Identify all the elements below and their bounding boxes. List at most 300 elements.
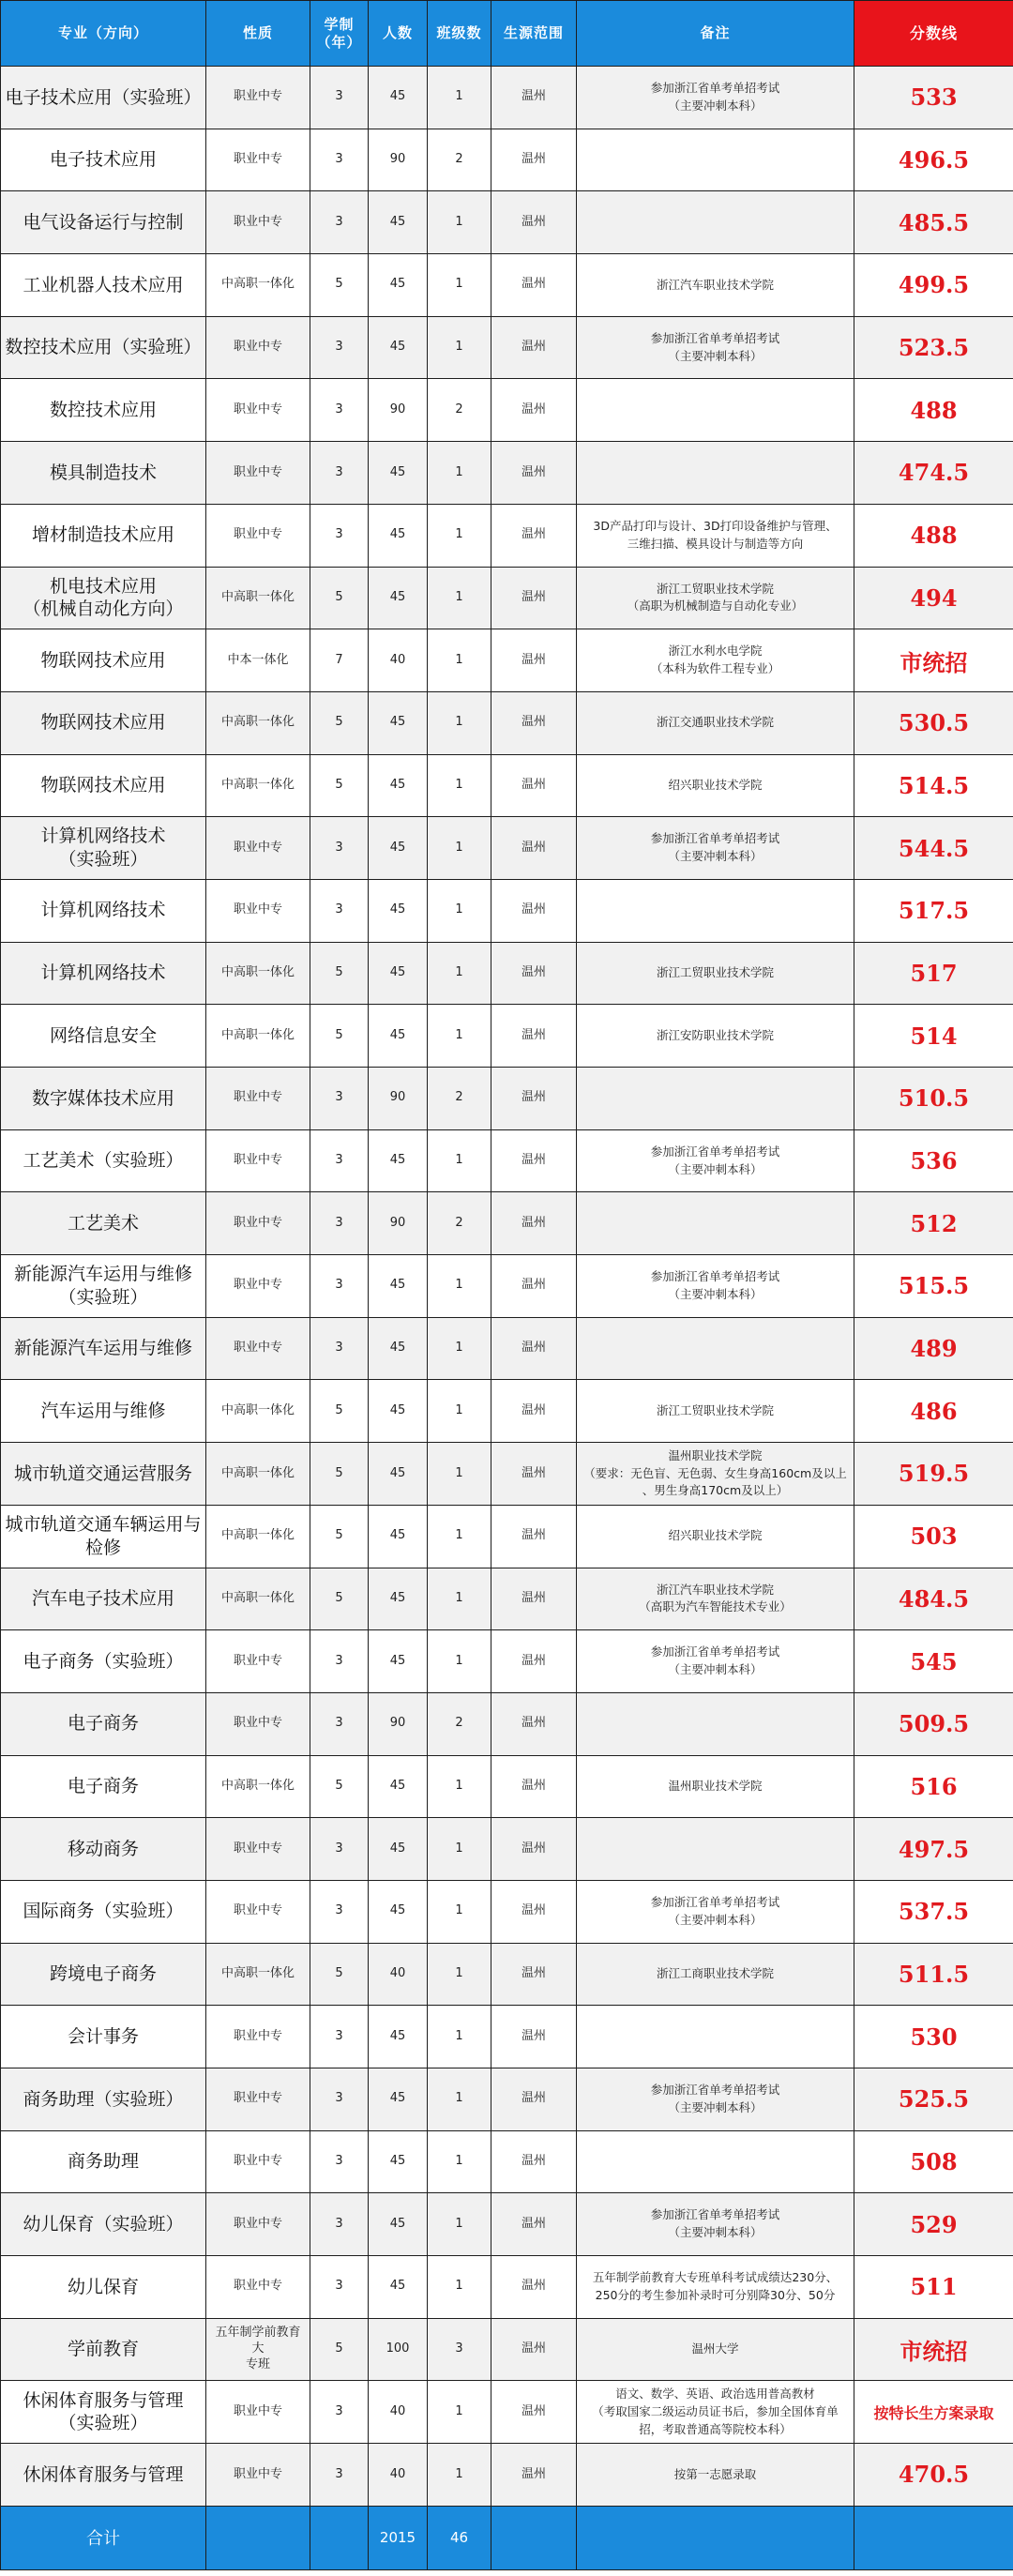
score-cell: 488 xyxy=(854,504,1013,567)
score-cell: 486 xyxy=(854,1380,1013,1443)
count-cell: 45 xyxy=(369,691,428,754)
nature-cell: 职业中专 xyxy=(206,442,310,505)
major-cell: 物联网技术应用 xyxy=(1,691,206,754)
classes-cell: 1 xyxy=(428,1943,491,2006)
years-cell: 3 xyxy=(310,2256,369,2319)
count-cell: 45 xyxy=(369,442,428,505)
years-cell: 3 xyxy=(310,1317,369,1380)
note-cell xyxy=(577,1818,854,1881)
nature-cell: 职业中专 xyxy=(206,191,310,254)
classes-cell: 1 xyxy=(428,567,491,629)
classes-cell: 2 xyxy=(428,1068,491,1130)
header-years: 学制（年） xyxy=(310,1,369,67)
area-cell: 温州 xyxy=(491,1068,577,1130)
note-cell: 参加浙江省单考单招考试 （主要冲刺本科） xyxy=(577,1255,854,1318)
note-cell: 参加浙江省单考单招考试 （主要冲刺本科） xyxy=(577,67,854,129)
classes-cell: 1 xyxy=(428,1255,491,1318)
table-row xyxy=(1,1505,1013,1568)
nature-cell: 中高职一体化 xyxy=(206,254,310,317)
major-cell: 移动商务 xyxy=(1,1818,206,1881)
total-area xyxy=(491,2506,577,2569)
nature-cell: 中高职一体化 xyxy=(206,1943,310,2006)
table-row xyxy=(1,1943,1013,2006)
years-cell: 3 xyxy=(310,2130,369,2193)
table-row xyxy=(1,129,1013,191)
area-cell: 温州 xyxy=(491,1255,577,1318)
years-cell: 5 xyxy=(310,1505,369,1568)
major-cell: 幼儿保育 xyxy=(1,2256,206,2319)
score-cell: 按特长生方案录取 xyxy=(854,2381,1013,2444)
table-row xyxy=(1,2256,1013,2319)
area-cell: 温州 xyxy=(491,1317,577,1380)
note-cell: 绍兴职业技术学院 xyxy=(577,754,854,817)
nature-cell: 职业中专 xyxy=(206,2444,310,2507)
count-cell: 90 xyxy=(369,379,428,442)
area-cell: 温州 xyxy=(491,379,577,442)
classes-cell: 1 xyxy=(428,629,491,692)
count-cell: 45 xyxy=(369,67,428,129)
major-cell: 新能源汽车运用与维修 （实验班） xyxy=(1,1255,206,1318)
classes-cell: 1 xyxy=(428,2068,491,2131)
note-cell: 浙江交通职业技术学院 xyxy=(577,691,854,754)
nature-cell: 职业中专 xyxy=(206,316,310,379)
table-row xyxy=(1,1255,1013,1318)
nature-cell: 职业中专 xyxy=(206,1192,310,1255)
years-cell: 5 xyxy=(310,942,369,1005)
major-cell: 学前教育 xyxy=(1,2318,206,2381)
header-area: 生源范围 xyxy=(491,1,577,67)
nature-cell: 中高职一体化 xyxy=(206,1755,310,1818)
nature-cell: 职业中专 xyxy=(206,1630,310,1693)
area-cell: 温州 xyxy=(491,316,577,379)
table-row xyxy=(1,442,1013,505)
score-cell: 536 xyxy=(854,1129,1013,1192)
score-cell: 496.5 xyxy=(854,129,1013,191)
classes-cell: 1 xyxy=(428,2444,491,2507)
major-cell: 模具制造技术 xyxy=(1,442,206,505)
score-cell: 489 xyxy=(854,1317,1013,1380)
table-row xyxy=(1,817,1013,880)
score-cell: 510.5 xyxy=(854,1068,1013,1130)
major-cell: 电子商务 xyxy=(1,1692,206,1755)
count-cell: 45 xyxy=(369,1129,428,1192)
note-cell: 参加浙江省单考单招考试 （主要冲刺本科） xyxy=(577,1129,854,1192)
years-cell: 3 xyxy=(310,2381,369,2444)
nature-cell: 职业中专 xyxy=(206,129,310,191)
years-cell: 7 xyxy=(310,629,369,692)
score-cell: 511 xyxy=(854,2256,1013,2319)
total-label: 合计 xyxy=(1,2506,206,2569)
score-cell: 512 xyxy=(854,1192,1013,1255)
table-row xyxy=(1,2130,1013,2193)
total-classes: 46 xyxy=(428,2506,491,2569)
score-cell: 519.5 xyxy=(854,1443,1013,1506)
table-row xyxy=(1,754,1013,817)
note-cell xyxy=(577,442,854,505)
years-cell: 3 xyxy=(310,879,369,942)
nature-cell: 中高职一体化 xyxy=(206,1568,310,1630)
area-cell: 温州 xyxy=(491,2068,577,2131)
major-cell: 汽车运用与维修 xyxy=(1,1380,206,1443)
note-cell: 浙江工商职业技术学院 xyxy=(577,1943,854,2006)
table-row xyxy=(1,1192,1013,1255)
classes-cell: 1 xyxy=(428,754,491,817)
total-note xyxy=(577,2506,854,2569)
nature-cell: 职业中专 xyxy=(206,1692,310,1755)
count-cell: 40 xyxy=(369,1943,428,2006)
major-cell: 计算机网络技术 xyxy=(1,879,206,942)
score-cell: 514 xyxy=(854,1005,1013,1068)
nature-cell: 职业中专 xyxy=(206,2381,310,2444)
years-cell: 3 xyxy=(310,1818,369,1881)
nature-cell: 职业中专 xyxy=(206,1255,310,1318)
classes-cell: 1 xyxy=(428,1505,491,1568)
table-row xyxy=(1,67,1013,129)
classes-cell: 2 xyxy=(428,1192,491,1255)
classes-cell: 1 xyxy=(428,2381,491,2444)
area-cell: 温州 xyxy=(491,2318,577,2381)
nature-cell: 中高职一体化 xyxy=(206,1505,310,1568)
score-cell: 508 xyxy=(854,2130,1013,2193)
classes-cell: 1 xyxy=(428,191,491,254)
note-cell: 浙江工贸职业技术学院 （高职为机械制造与自动化专业） xyxy=(577,567,854,629)
nature-cell: 职业中专 xyxy=(206,2193,310,2256)
score-cell: 470.5 xyxy=(854,2444,1013,2507)
table-row xyxy=(1,2193,1013,2256)
count-cell: 45 xyxy=(369,942,428,1005)
major-cell: 物联网技术应用 xyxy=(1,629,206,692)
header-count: 人数 xyxy=(369,1,428,67)
table-row xyxy=(1,567,1013,629)
years-cell: 3 xyxy=(310,191,369,254)
major-cell: 休闲体育服务与管理 （实验班） xyxy=(1,2381,206,2444)
nature-cell: 五年制学前教育大 专班 xyxy=(206,2318,310,2381)
table-row xyxy=(1,2381,1013,2444)
classes-cell: 1 xyxy=(428,1005,491,1068)
count-cell: 100 xyxy=(369,2318,428,2381)
years-cell: 5 xyxy=(310,254,369,317)
classes-cell: 1 xyxy=(428,2193,491,2256)
years-cell: 5 xyxy=(310,567,369,629)
nature-cell: 职业中专 xyxy=(206,1880,310,1943)
header-note: 备注 xyxy=(577,1,854,67)
area-cell: 温州 xyxy=(491,1755,577,1818)
score-cell: 517.5 xyxy=(854,879,1013,942)
count-cell: 45 xyxy=(369,2068,428,2131)
classes-cell: 2 xyxy=(428,1692,491,1755)
note-cell: 按第一志愿录取 xyxy=(577,2444,854,2507)
table-row xyxy=(1,1005,1013,1068)
table-row xyxy=(1,1630,1013,1693)
classes-cell: 1 xyxy=(428,942,491,1005)
area-cell: 温州 xyxy=(491,442,577,505)
note-cell: 浙江汽车职业技术学院 xyxy=(577,254,854,317)
area-cell: 温州 xyxy=(491,1630,577,1693)
count-cell: 45 xyxy=(369,1380,428,1443)
count-cell: 45 xyxy=(369,316,428,379)
note-cell: 温州大学 xyxy=(577,2318,854,2381)
table-row xyxy=(1,691,1013,754)
nature-cell: 中本一体化 xyxy=(206,629,310,692)
count-cell: 45 xyxy=(369,1255,428,1318)
count-cell: 45 xyxy=(369,817,428,880)
years-cell: 5 xyxy=(310,1443,369,1506)
nature-cell: 职业中专 xyxy=(206,504,310,567)
major-cell: 电子商务 xyxy=(1,1755,206,1818)
count-cell: 45 xyxy=(369,1568,428,1630)
score-cell: 市统招 xyxy=(854,629,1013,692)
major-cell: 工艺美术（实验班） xyxy=(1,1129,206,1192)
score-cell: 544.5 xyxy=(854,817,1013,880)
classes-cell: 2 xyxy=(428,379,491,442)
count-cell: 40 xyxy=(369,2381,428,2444)
note-cell: 参加浙江省单考单招考试 （主要冲刺本科） xyxy=(577,2193,854,2256)
classes-cell: 1 xyxy=(428,1818,491,1881)
table-row xyxy=(1,1443,1013,1506)
count-cell: 40 xyxy=(369,629,428,692)
area-cell: 温州 xyxy=(491,254,577,317)
classes-cell: 1 xyxy=(428,1880,491,1943)
count-cell: 45 xyxy=(369,567,428,629)
note-cell: 参加浙江省单考单招考试 （主要冲刺本科） xyxy=(577,1880,854,1943)
nature-cell: 职业中专 xyxy=(206,2068,310,2131)
table-row xyxy=(1,316,1013,379)
note-cell: 浙江水利水电学院 （本科为软件工程专业） xyxy=(577,629,854,692)
table-row xyxy=(1,1129,1013,1192)
note-cell xyxy=(577,129,854,191)
note-cell: 浙江工贸职业技术学院 xyxy=(577,1380,854,1443)
area-cell: 温州 xyxy=(491,2381,577,2444)
score-cell: 533 xyxy=(854,67,1013,129)
classes-cell: 1 xyxy=(428,1380,491,1443)
nature-cell: 中高职一体化 xyxy=(206,942,310,1005)
note-cell xyxy=(577,1317,854,1380)
area-cell: 温州 xyxy=(491,191,577,254)
major-cell: 会计事务 xyxy=(1,2006,206,2068)
table-row xyxy=(1,191,1013,254)
classes-cell: 1 xyxy=(428,316,491,379)
note-cell: 参加浙江省单考单招考试 （主要冲刺本科） xyxy=(577,316,854,379)
area-cell: 温州 xyxy=(491,67,577,129)
table-row xyxy=(1,879,1013,942)
table-row xyxy=(1,1880,1013,1943)
years-cell: 3 xyxy=(310,316,369,379)
years-cell: 3 xyxy=(310,1630,369,1693)
note-cell: 温州职业技术学院 （要求：无色盲、无色弱、女生身高160cm及以上 、男生身高170cm及以上） xyxy=(577,1443,854,1506)
count-cell: 45 xyxy=(369,1505,428,1568)
area-cell: 温州 xyxy=(491,817,577,880)
major-cell: 物联网技术应用 xyxy=(1,754,206,817)
score-cell: 503 xyxy=(854,1505,1013,1568)
years-cell: 3 xyxy=(310,2444,369,2507)
major-cell: 电气设备运行与控制 xyxy=(1,191,206,254)
note-cell: 浙江安防职业技术学院 xyxy=(577,1005,854,1068)
years-cell: 3 xyxy=(310,2006,369,2068)
count-cell: 45 xyxy=(369,1317,428,1380)
score-cell: 530 xyxy=(854,2006,1013,2068)
major-cell: 跨境电子商务 xyxy=(1,1943,206,2006)
major-cell: 数字媒体技术应用 xyxy=(1,1068,206,1130)
score-cell: 488 xyxy=(854,379,1013,442)
score-cell: 474.5 xyxy=(854,442,1013,505)
major-cell: 网络信息安全 xyxy=(1,1005,206,1068)
count-cell: 45 xyxy=(369,504,428,567)
area-cell: 温州 xyxy=(491,1692,577,1755)
nature-cell: 职业中专 xyxy=(206,1129,310,1192)
score-cell: 511.5 xyxy=(854,1943,1013,2006)
classes-cell: 1 xyxy=(428,1443,491,1506)
major-cell: 幼儿保育（实验班） xyxy=(1,2193,206,2256)
major-cell: 增材制造技术应用 xyxy=(1,504,206,567)
score-cell: 514.5 xyxy=(854,754,1013,817)
classes-cell: 1 xyxy=(428,691,491,754)
score-cell: 517 xyxy=(854,942,1013,1005)
area-cell: 温州 xyxy=(491,1943,577,2006)
years-cell: 3 xyxy=(310,1068,369,1130)
area-cell: 温州 xyxy=(491,1380,577,1443)
classes-cell: 1 xyxy=(428,817,491,880)
count-cell: 45 xyxy=(369,1818,428,1881)
years-cell: 3 xyxy=(310,2193,369,2256)
years-cell: 5 xyxy=(310,1380,369,1443)
classes-cell: 1 xyxy=(428,254,491,317)
note-cell: 语文、数学、英语、政治选用普高教材 （考取国家二级运动员证书后，参加全国体育单 招，考取普通高等院校本科） xyxy=(577,2381,854,2444)
table-row xyxy=(1,629,1013,692)
total-score xyxy=(854,2506,1013,2569)
major-cell: 城市轨道交通运营服务 xyxy=(1,1443,206,1506)
classes-cell: 1 xyxy=(428,1317,491,1380)
major-cell: 计算机网络技术 xyxy=(1,942,206,1005)
score-cell: 515.5 xyxy=(854,1255,1013,1318)
area-cell: 温州 xyxy=(491,2130,577,2193)
note-cell: 浙江工贸职业技术学院 xyxy=(577,942,854,1005)
classes-cell: 1 xyxy=(428,1568,491,1630)
nature-cell: 职业中专 xyxy=(206,2006,310,2068)
area-cell: 温州 xyxy=(491,567,577,629)
score-cell: 509.5 xyxy=(854,1692,1013,1755)
nature-cell: 中高职一体化 xyxy=(206,567,310,629)
nature-cell: 中高职一体化 xyxy=(206,754,310,817)
years-cell: 3 xyxy=(310,1192,369,1255)
classes-cell: 1 xyxy=(428,2256,491,2319)
count-cell: 45 xyxy=(369,1005,428,1068)
area-cell: 温州 xyxy=(491,1005,577,1068)
years-cell: 3 xyxy=(310,442,369,505)
area-cell: 温州 xyxy=(491,691,577,754)
note-cell: 浙江汽车职业技术学院 （高职为汽车智能技术专业） xyxy=(577,1568,854,1630)
count-cell: 45 xyxy=(369,254,428,317)
classes-cell: 1 xyxy=(428,504,491,567)
area-cell: 温州 xyxy=(491,1443,577,1506)
area-cell: 温州 xyxy=(491,504,577,567)
nature-cell: 职业中专 xyxy=(206,1317,310,1380)
area-cell: 温州 xyxy=(491,2006,577,2068)
note-cell xyxy=(577,1692,854,1755)
table-row xyxy=(1,254,1013,317)
score-cell: 523.5 xyxy=(854,316,1013,379)
count-cell: 90 xyxy=(369,1692,428,1755)
nature-cell: 职业中专 xyxy=(206,379,310,442)
note-cell: 五年制学前教育大专班单科考试成绩达230分、 250分的考生参加补录时可分别降30分、50分 xyxy=(577,2256,854,2319)
classes-cell: 1 xyxy=(428,2130,491,2193)
years-cell: 3 xyxy=(310,379,369,442)
count-cell: 90 xyxy=(369,1068,428,1130)
years-cell: 5 xyxy=(310,1568,369,1630)
note-cell xyxy=(577,1192,854,1255)
table-row xyxy=(1,1068,1013,1130)
score-cell: 516 xyxy=(854,1755,1013,1818)
table-row xyxy=(1,2006,1013,2068)
count-cell: 45 xyxy=(369,1880,428,1943)
major-cell: 新能源汽车运用与维修 xyxy=(1,1317,206,1380)
major-cell: 电子技术应用 xyxy=(1,129,206,191)
nature-cell: 职业中专 xyxy=(206,2130,310,2193)
area-cell: 温州 xyxy=(491,1129,577,1192)
classes-cell: 2 xyxy=(428,129,491,191)
score-cell: 525.5 xyxy=(854,2068,1013,2131)
note-cell xyxy=(577,191,854,254)
area-cell: 温州 xyxy=(491,754,577,817)
area-cell: 温州 xyxy=(491,2193,577,2256)
score-cell: 494 xyxy=(854,567,1013,629)
count-cell: 45 xyxy=(369,1630,428,1693)
table-body xyxy=(1,67,1013,2507)
major-cell: 数控技术应用（实验班） xyxy=(1,316,206,379)
count-cell: 45 xyxy=(369,879,428,942)
area-cell: 温州 xyxy=(491,2256,577,2319)
count-cell: 45 xyxy=(369,754,428,817)
nature-cell: 中高职一体化 xyxy=(206,1380,310,1443)
years-cell: 3 xyxy=(310,1255,369,1318)
nature-cell: 职业中专 xyxy=(206,817,310,880)
note-cell: 3D产品打印与设计、3D打印设备维护与管理、 三维扫描、模具设计与制造等方向 xyxy=(577,504,854,567)
count-cell: 90 xyxy=(369,129,428,191)
table-row xyxy=(1,1818,1013,1881)
area-cell: 温州 xyxy=(491,1568,577,1630)
major-cell: 商务助理 xyxy=(1,2130,206,2193)
area-cell: 温州 xyxy=(491,1880,577,1943)
note-cell xyxy=(577,879,854,942)
note-cell: 绍兴职业技术学院 xyxy=(577,1505,854,1568)
table-row xyxy=(1,2318,1013,2381)
header-nature: 性质 xyxy=(206,1,310,67)
table-row xyxy=(1,1380,1013,1443)
nature-cell: 中高职一体化 xyxy=(206,1005,310,1068)
major-cell: 电子商务（实验班） xyxy=(1,1630,206,1693)
years-cell: 3 xyxy=(310,817,369,880)
table-row xyxy=(1,1568,1013,1630)
major-cell: 计算机网络技术 （实验班） xyxy=(1,817,206,880)
nature-cell: 职业中专 xyxy=(206,2256,310,2319)
nature-cell: 中高职一体化 xyxy=(206,691,310,754)
major-cell: 工业机器人技术应用 xyxy=(1,254,206,317)
years-cell: 5 xyxy=(310,1755,369,1818)
table-row xyxy=(1,2444,1013,2507)
header-major: 专业（方向） xyxy=(1,1,206,67)
classes-cell: 1 xyxy=(428,1129,491,1192)
major-cell: 商务助理（实验班） xyxy=(1,2068,206,2131)
count-cell: 45 xyxy=(369,1755,428,1818)
years-cell: 5 xyxy=(310,754,369,817)
classes-cell: 3 xyxy=(428,2318,491,2381)
total-years xyxy=(310,2506,369,2569)
area-cell: 温州 xyxy=(491,1505,577,1568)
years-cell: 3 xyxy=(310,2068,369,2131)
table-row xyxy=(1,1317,1013,1380)
area-cell: 温州 xyxy=(491,1192,577,1255)
header-score: 分数线 xyxy=(854,1,1013,67)
nature-cell: 中高职一体化 xyxy=(206,1443,310,1506)
